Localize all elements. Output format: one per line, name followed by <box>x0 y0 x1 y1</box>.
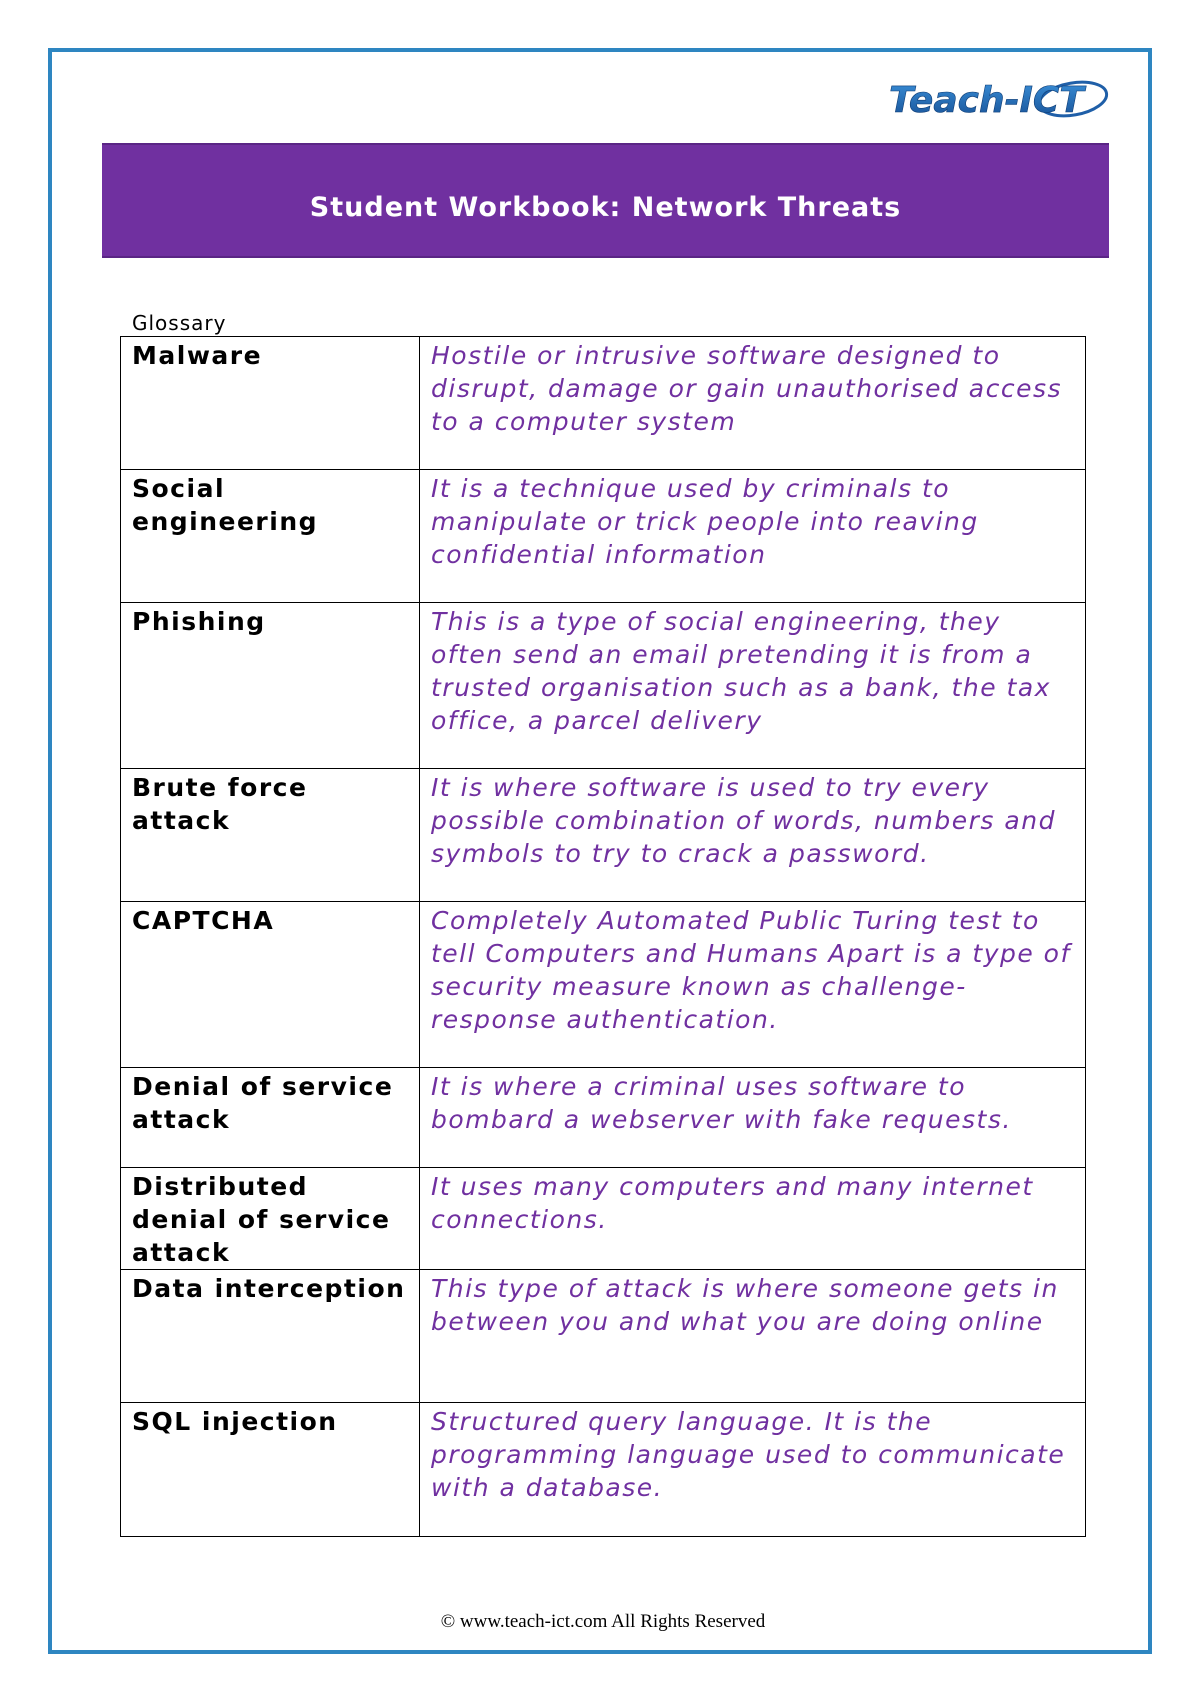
table-row <box>121 1168 1086 1270</box>
glossary-table <box>120 336 1086 1537</box>
teach-ict-logo <box>885 72 1110 128</box>
glossary-definition: It is where software is used to try every possible combination of words, numbers and symbols to try to crack a password. <box>420 769 1086 902</box>
glossary-term: CAPTCHA <box>121 902 420 1068</box>
table-row <box>121 1403 1086 1537</box>
table-row <box>121 769 1086 902</box>
glossary-definition: It uses many computers and many internet connections. <box>420 1168 1086 1270</box>
glossary-definition: This is a type of social engineering, they often send an email pretending it is from a trusted organisation such as a bank, the tax office, a parcel delivery <box>420 603 1086 769</box>
table-row <box>121 337 1086 470</box>
table-row <box>121 1068 1086 1168</box>
glossary-term: Phishing <box>121 603 420 769</box>
copyright-footer: © www.teach-ict.com All Rights Reserved <box>440 1611 766 1632</box>
glossary-definition: Structured query language. It is the programming language used to communicate with a database. <box>420 1403 1086 1537</box>
glossary-term: Distributed denial of service attack <box>121 1168 420 1270</box>
glossary-definition: Hostile or intrusive software designed to disrupt, damage or gain unauthorised access to a computer system <box>420 337 1086 470</box>
glossary-label: Glossary <box>132 311 227 335</box>
page-title: Student Workbook: Network Threats <box>309 192 902 223</box>
glossary-definition: It is a technique used by criminals to manipulate or trick people into reaving confidential information <box>420 470 1086 603</box>
table-row <box>121 1270 1086 1403</box>
glossary-term: Data interception <box>121 1270 420 1403</box>
glossary-term: SQL injection <box>121 1403 420 1537</box>
glossary-term: Social engineering <box>121 470 420 603</box>
glossary-definition: Completely Automated Public Turing test to tell Computers and Humans Apart is a type of security measure known as challenge-response authentication. <box>420 902 1086 1068</box>
glossary-definition: This type of attack is where someone gets in between you and what you are doing online <box>420 1270 1086 1403</box>
table-row <box>121 603 1086 769</box>
glossary-term: Brute force attack <box>121 769 420 902</box>
glossary-term: Denial of service attack <box>121 1068 420 1168</box>
table-row <box>121 470 1086 603</box>
glossary-definition: It is where a criminal uses software to bombard a webserver with fake requests. <box>420 1068 1086 1168</box>
svg-text:Teach-ICT: Teach-ICT <box>889 80 1084 121</box>
title-banner <box>102 143 1109 258</box>
table-row <box>121 902 1086 1068</box>
glossary-term: Malware <box>121 337 420 470</box>
